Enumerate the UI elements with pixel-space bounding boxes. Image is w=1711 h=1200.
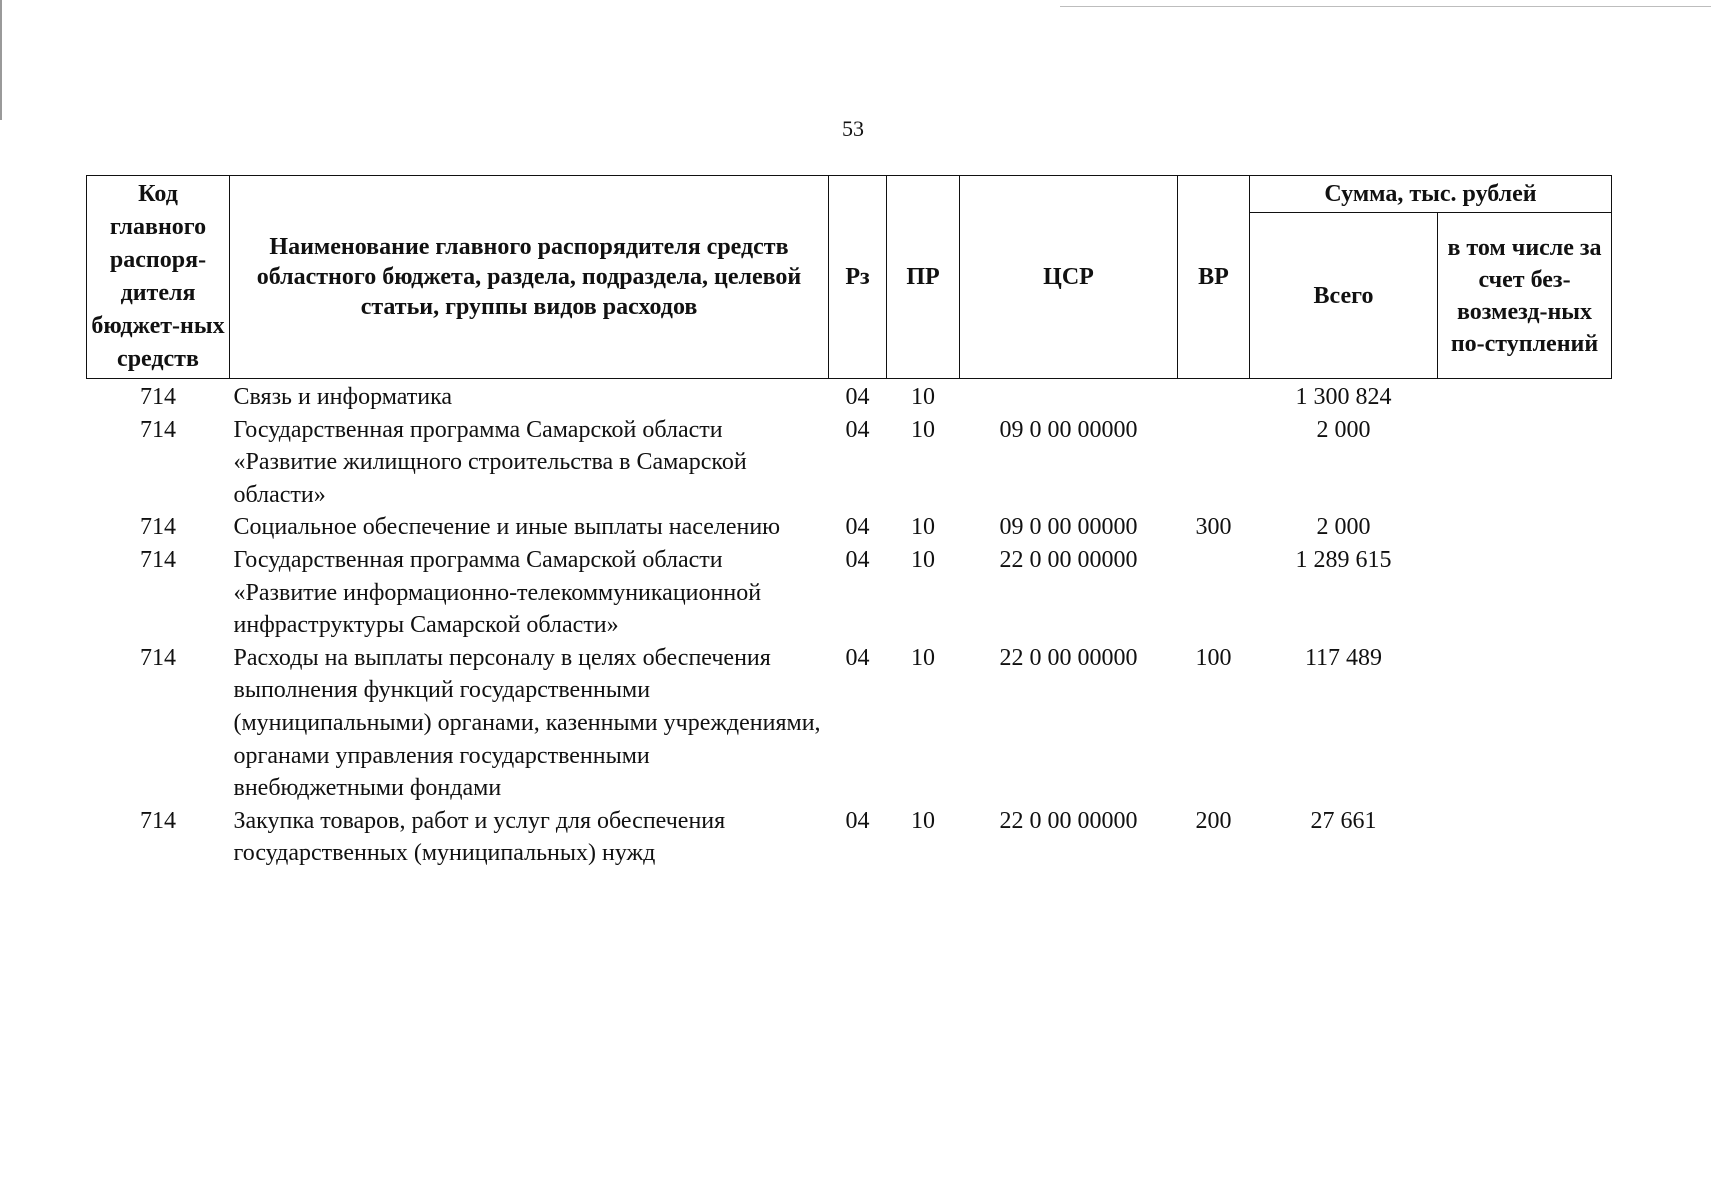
cell-csr — [960, 379, 1178, 414]
page-number: 53 — [842, 116, 864, 141]
header-code: Код главного распоря-дителя бюджет-ных средств — [87, 176, 230, 379]
cell-gratis — [1438, 414, 1612, 512]
cell-vr — [1178, 379, 1250, 414]
cell-vr — [1178, 414, 1250, 512]
cell-gratis — [1438, 511, 1612, 544]
header-total: Всего — [1250, 213, 1438, 379]
cell-code: 714 — [140, 546, 176, 573]
header-gratis: в том числе за счет без-возмезд-ных по-ступлений — [1438, 213, 1612, 379]
cell-name: Государственная программа Самарской области «Развитие информационно-телекоммуникационной инфраструктуры Самарской области» — [233, 546, 762, 639]
table-header — [87, 176, 1612, 379]
cell-total: 1 289 615 — [1295, 546, 1392, 573]
cell-pr: 10 — [911, 384, 935, 410]
cell-name: Закупка товаров, работ и услуг для обеспечения государственных (муниципальных) нужд — [233, 807, 726, 867]
cell-rz: 04 — [845, 416, 870, 443]
cell-name: Социальное обеспечение и иные выплаты населению — [233, 514, 781, 541]
scan-edge-left — [0, 0, 2, 120]
table-row — [87, 511, 1612, 544]
budget-table — [86, 175, 1612, 870]
table-body — [87, 379, 1612, 870]
cell-total: 1 300 824 — [1295, 384, 1392, 410]
cell-rz: 04 — [845, 807, 870, 834]
cell-vr: 200 — [1195, 807, 1232, 834]
scan-edge-top — [1060, 6, 1711, 7]
table-row — [87, 805, 1612, 870]
cell-code: 714 — [140, 807, 176, 834]
cell-pr: 10 — [911, 644, 935, 671]
cell-pr: 10 — [911, 807, 935, 834]
cell-vr: 300 — [1195, 514, 1232, 541]
cell-code: 714 — [140, 384, 176, 410]
cell-total: 117 489 — [1304, 644, 1383, 671]
header-vr: ВР — [1178, 176, 1250, 379]
cell-vr — [1178, 544, 1250, 642]
cell-code: 714 — [140, 416, 176, 443]
cell-total: 2 000 — [1316, 416, 1371, 443]
cell-gratis — [1438, 379, 1612, 414]
cell-csr: 09 0 00 00000 — [999, 514, 1138, 541]
table-row — [87, 642, 1612, 805]
cell-csr: 22 0 00 00000 — [999, 807, 1138, 834]
cell-gratis — [1438, 642, 1612, 805]
cell-code: 714 — [140, 514, 176, 541]
cell-pr: 10 — [911, 514, 935, 541]
cell-pr: 10 — [911, 416, 935, 443]
cell-rz: 04 — [845, 546, 870, 573]
header-rz: Рз — [829, 176, 887, 379]
cell-csr: 22 0 00 00000 — [999, 644, 1138, 671]
cell-vr: 100 — [1195, 644, 1232, 671]
cell-pr: 10 — [911, 546, 935, 573]
table-row — [87, 379, 1612, 414]
table-row — [87, 414, 1612, 512]
header-csr: ЦСР — [960, 176, 1178, 379]
cell-code: 714 — [140, 644, 176, 671]
cell-total: 27 661 — [1310, 807, 1377, 834]
cell-name: Государственная программа Самарской области «Развитие жилищного строительства в Самарской области» — [233, 416, 747, 508]
cell-rz: 04 — [845, 514, 870, 541]
table-row — [87, 544, 1612, 642]
header-sum: Сумма, тыс. рублей — [1250, 176, 1612, 213]
header-pr: ПР — [887, 176, 960, 379]
cell-gratis — [1438, 805, 1612, 870]
cell-name: Расходы на выплаты персоналу в целях обеспечения выполнения функций государственными (муниципальными) органами, казенными учреждениями, органами управления государственными внебюджетными фондами — [233, 644, 821, 802]
cell-rz: 04 — [845, 384, 870, 410]
cell-gratis — [1438, 544, 1612, 642]
cell-rz: 04 — [845, 644, 870, 671]
cell-name: Связь и информатика — [233, 384, 453, 410]
cell-csr: 09 0 00 00000 — [999, 416, 1138, 443]
header-name: Наименование главного распорядителя средств областного бюджета, раздела, подраздела, целевой статьи, группы видов расходов — [230, 176, 829, 379]
cell-total: 2 000 — [1316, 514, 1371, 541]
cell-csr: 22 0 00 00000 — [999, 546, 1138, 573]
